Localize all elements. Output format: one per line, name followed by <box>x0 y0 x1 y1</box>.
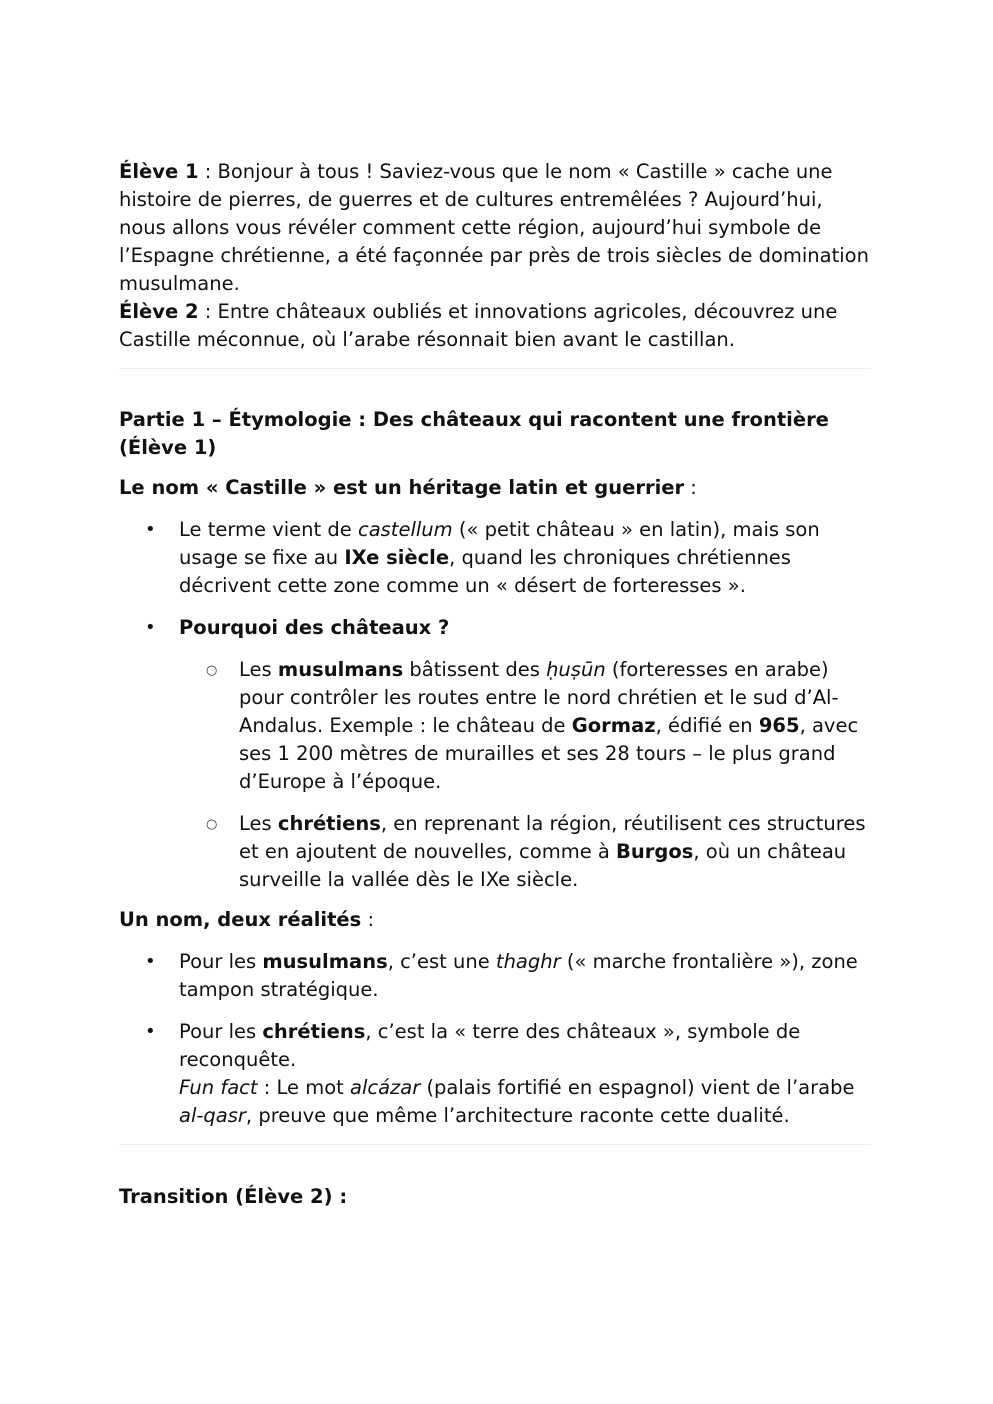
speaker-1-paragraph: Élève 1 : Bonjour à tous ! Saviez-vous que le nom « Castille » cache une histoire de pierres, de guerres et de cultures entremêlées ? Aujourd’hui, nous allons vous révéler comment cette région, aujourd’hui symbole de l’Espagne chrétienne, a été façonnée par près de trois siècles de domination musulmane. <box>119 160 869 295</box>
intro-dialogue <box>119 158 871 354</box>
bullet-icon: • <box>145 951 156 972</box>
document-page <box>119 158 871 1211</box>
why-castles-heading: Pourquoi des châteaux ? <box>179 616 450 639</box>
transition-heading: Transition (Élève 2) : <box>119 1185 348 1208</box>
fun-fact-label: Fun fact <box>179 1076 258 1099</box>
section-divider <box>119 1144 871 1145</box>
bullet-icon: • <box>145 617 156 638</box>
part-1-heading: Partie 1 – Étymologie : Des châteaux qui racontent une frontière (Élève 1) <box>119 408 829 459</box>
realities-list <box>119 948 871 1130</box>
nested-list-item: ○ Les chrétiens, en reprenant la région, réutilisent ces structures et en ajoutent de nouvelles, comme à Burgos, où un château surveille la vallée dès le IXe siècle. <box>206 812 866 891</box>
speaker-2-paragraph: Élève 2 : Entre châteaux oubliés et innovations agricoles, découvrez une Castille méconnue, où l’arabe résonnait bien avant le castillan. <box>119 300 838 351</box>
speaker-1-label: Élève 1 <box>119 160 199 183</box>
nested-list-item: ○ Les musulmans bâtissent des ḥuṣūn (forteresses en arabe) pour contrôler les routes entre le nord chrétien et le sud d’Al-Andalus. Exemple : le château de Gormaz, édifié en 965, avec ses 1 200 mètres de murailles et ses 28 tours – le plus grand d’Europe à l’époque. <box>206 658 859 793</box>
bullet-icon: • <box>145 519 156 540</box>
list-item <box>119 614 871 894</box>
speaker-2-label: Élève 2 <box>119 300 199 323</box>
list-item: • Pour les musulmans, c’est une thaghr (« marche frontalière »), zone tampon stratégique. <box>145 950 858 1001</box>
nested-list <box>179 656 871 894</box>
origin-list <box>119 516 871 894</box>
subheading-two-realities: Un nom, deux réalités : <box>119 908 375 931</box>
section-divider <box>119 368 871 369</box>
list-item: • Pour les chrétiens, c’est la « terre des châteaux », symbole de reconquête. Fun fact : Le mot alcázar (palais fortifié en espagnol) vient de l’arabe al-qasr, preuve que même l’architecture raconte cette dualité. <box>145 1020 855 1127</box>
bullet-icon: • <box>145 1021 156 1042</box>
subheading-name-origin: Le nom « Castille » est un héritage latin et guerrier : <box>119 476 697 499</box>
list-item: • Le terme vient de castellum (« petit château » en latin), mais son usage se fixe au IXe siècle, quand les chroniques chrétiennes décrivent cette zone comme un « désert de forteresses ». <box>145 518 820 597</box>
circle-bullet-icon: ○ <box>206 817 218 832</box>
circle-bullet-icon: ○ <box>206 663 218 678</box>
